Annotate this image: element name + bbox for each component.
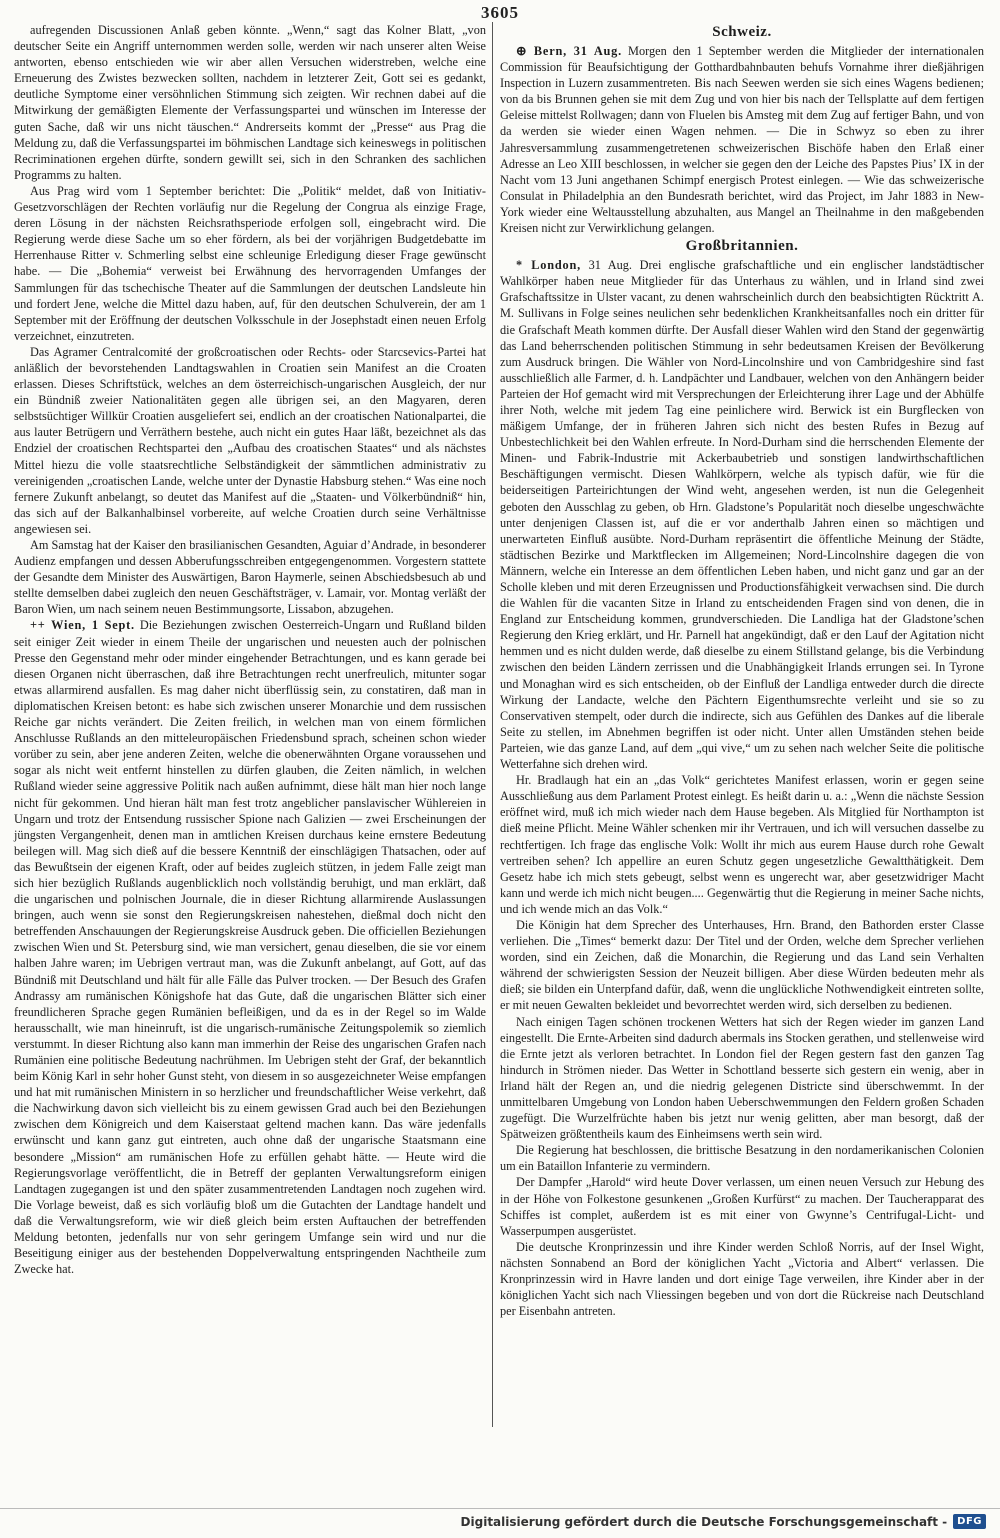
bern-report xyxy=(500,43,984,236)
page-number: 3605 xyxy=(481,3,519,22)
footer-credit: Digitalisierung gefördert durch die Deutsche Forschungsgemeinschaft - xyxy=(460,1514,948,1529)
footer-divider xyxy=(0,1508,1000,1509)
section-heading-grossbritannien: Großbritannien. xyxy=(685,238,799,255)
london-report xyxy=(500,257,984,772)
article-paragraph: Der Dampfer „Harold“ wird heute Dover verlassen, um einen neuen Versuch zur Hebung des in der Höhe von Folkestone gesunkenen „Großen Kurfürst“ zu machen. Der Taucherapparat des Schiffes ist complet, außerdem ist es mit einer von Gwynne’s Centrifugal-Licht- und Wasserpumpen ausgerüstet. xyxy=(500,1175,984,1238)
bern-body: Morgen den 1 September werden die Mitglieder der internationalen Commission für Beaufsichtigung der Gotthardbahnbauten behufs Vornahme ihrer dießjährigen Inspection in Luzern zusammentreten. Bis nach Seewen werden sie sich eines Wagens bedienen; von da bis Brunnen gehen sie mit dem Zug und von hier bis nach der Tellsplatte auf dem fertigen Geleise mittelst Rollwagen; dann von Fluelen bis Amsteg mit dem Zug auf fertiger Bahn, und von da werden sie wieder einen Wagen nehmen. — Die in Schwyz so eben zu ihrer Jahresversammlung zusammengetretenen schweizerischen Bischöfe haben den Erlaß einer Adresse an Leo XIII beschlossen, in welcher sie gegen den der Leiche des Papstes Pius’ IX in der Nacht vom 13 Juni angethanen Schimpf energisch Protest einlegen. — Wie das schweizerische Consulat in Philadelphia an den Bundesrath berichtet, wird das Project, im Jahr 1883 in New-York wieder eine Weltausstellung abzuhalten, aus Mangel an Theilnahme in den maßgebenden Kreisen nicht zur Verwirklichung gelangen. xyxy=(500,44,984,236)
dfg-logo-icon: DFG xyxy=(953,1514,986,1529)
article-paragraph: Hr. Bradlaugh hat ein an „das Volk“ gerichtetes Manifest erlassen, worin er gegen seine Ausschließung aus dem Parlament Protest einlegt. Es heißt darin u. a.: „Wenn die nächste Session eröffnet wird, muß ich mich wieder nach dem Hause begeben. Als Mitglied für Northampton ist dieß meine Pflicht. Meine Wähler schenken mir ihr Vertrauen, und ich will versuchen dasselbe zu rechtfertigen. Ich frage das englische Volk: Wollt ihr mich aus eurem Hause durch rohe Gewalt vertreiben sehen? Ich appellire an euren Schutz gegen ungesetzliche Gewaltthätigkeit. Dem Gesetz habe ich mich stets gebeugt, selbst wenn es ungerecht war, aber gesetzwidriger Macht kann und werde ich mich nicht beugen.... Gegenwärtig thut die Regierung in meiner Sache nichts, und ich wende mich an das Volk.“ xyxy=(500,773,984,916)
right-column xyxy=(500,22,984,1319)
london-dateline: * London, xyxy=(516,258,581,273)
article-paragraph: Das Agramer Centralcomité der großcroatischen oder Rechts- oder Starcsevics-Partei hat anläßlich der bevorstehenden Landtagswahlen in Croatien sein Manifest an die Croaten erlassen. Dieses Schriftstück, welches an dem österreichisch-ungarischen Ausgleich, der nur ein Bündniß zweier Nationalitäten gegen alle übrigen sei, an den Magyaren, deren selbstsüchtiger Willkür Croatien ausgeliefert sei, endlich an der croatischen Nationalpartei, die aus lauter Betrügern und Verräthern bestehe, auch nicht ein gutes Haar läßt, bezeichnet als das Endziel der croatischen Rechtspartei den „Aufbau des croatischen Staates“ und als nächstes Mittel hiezu die volle staatsrechtliche Selbständigkeit der sämmtlichen administrativ zu vereinigenden „croatischen Lande, welche unter der Dynastie Habsburg stehen.“ Was eine noch fernere Zukunft anbelangt, so deutet das Manifest auf die „Staaten- und Völkerbündniß“ hin, das sich auf der Balkanhalbinsel vorbereite, auf welche Croatien durch seine Verhältnisse angewiesen sei. xyxy=(14,344,486,536)
article-paragraph: Die Königin hat dem Sprecher des Unterhauses, Hrn. Brand, den Bathorden erster Classe verliehen. Die „Times“ bemerkt dazu: Der Titel und der Orden, welche dem Sprecher verliehen worden, sind ein Zeichen, daß die Monarchin, die Regierung und das Land sein Verhalten während der schwierigsten Session der Neuzeit billigen. Aber diese Würden bedeuten mehr als dieß; sie bilden ein Unterpfand dafür, daß, wenn die unglückliche Nothwendigkeit eintreten sollte, er mit neuen Gewalten bekleidet und bevorrechtet werden wird, sich derselben zu bedienen. xyxy=(500,917,984,1013)
article-paragraph: Nach einigen Tagen schönen trockenen Wetters hat sich der Regen wieder im ganzen Land eingestellt. Die Ernte-Arbeiten sind dadurch abermals ins Stocken gerathen, und stellenweise wird die Ernte jetzt als verloren betrachtet. In London fiel der Regen gestern fast den ganzen Tag hindurch in Strömen nieder. Das Wetter in Schottland besserte sich gestern ein wenig, aber in Irland hält der Regen an, und die niedrig gelegenen Districte sind überschwemmt. In der unmittelbaren Umgebung von London haben Ueberschwemmungen den Feldern großen Schaden zugefügt. Die Wurzelfrüchte haben bis jetzt nur wenig gelitten, aber man besorgt, daß der Spätweizen größtentheils kaum des Einheimsens werth sein wird. xyxy=(500,1014,984,1142)
wien-dateline: ++ Wien, 1 Sept. xyxy=(30,618,135,633)
article-paragraph: aufregenden Discussionen Anlaß geben könnte. „Wenn,“ sagt das Kolner Blatt, „von deutscher Seite ein Angriff unternommen werden solle, werden wir nach unserer alten Weise antworten, ebenso entschieden wie wir aber allen Versuchen widerstreben, welche eine Erneuerung des Zwistes bezwecken sollten, nachdem in letzterer Zeit, Gott sei es gedankt, deutliche Symptome einer versöhnlichen Stimmung sich zeigten. Wir rechnen dabei auf die Mitwirkung der gemäßigten Elemente der Verfassungspartei und wünschen im Interesse der guten Sache, daß wir uns nicht täuschen.“ Andrerseits kommt der „Presse“ aus Prag die Meldung zu, daß die Verfassungspartei im böhmischen Landtage sich keineswegs in politischen Recriminationen ergehen dürfte, sondern gewillt sei, sich in den Schranken des sachlichen Programms zu halten. xyxy=(14,23,486,182)
section-heading-schweiz: Schweiz. xyxy=(712,24,772,40)
digitization-footer xyxy=(461,1514,986,1529)
column-divider xyxy=(492,22,493,1427)
left-column xyxy=(14,22,486,1277)
article-paragraph: Aus Prag wird vom 1 September berichtet: Die „Politik“ meldet, daß von Initiativ-Gesetzvorschlägen der Rechten vorläufig nur die Regelung der Congrua als einzige Frage, deren Lösung in der nächsten Reichsrathsperiode erfolgen soll, eingebracht wird. Die Regierung werde diese Sache um so eher fördern, als bei der vorjährigen Budgetdebatte im Herrenhause Ritter v. Schmerling selbst eine schleunige Erledigung dieser Frage gewünscht habe. — Die „Bohemia“ verweist bei Erwähnung des hervorragenden Umfanges der Sammlungen für das tschechische Theater auf die Sammlungen der deutschen Landsleute hin und fordert Jene, welche die Mittel dazu haben, auf, für den deutschen Schulverein, der am 1 September mit der Eröffnung der deutschen Volksschule in der Josephstadt einen neuen Erfolg verzeichnet, einzutreten. xyxy=(14,183,486,343)
article-paragraph: Die Regierung hat beschlossen, die brittische Besatzung in den nordamerikanischen Colonien um ein Bataillon Infanterie zu vermindern. xyxy=(500,1143,984,1174)
article-paragraph: Die deutsche Kronprinzessin und ihre Kinder werden Schloß Norris, auf der Insel Wight, nächsten Sonnabend an Bord der königlichen Yacht „Victoria and Albert“ verlassen. Die Kronprinzessin wird in Havre landen und dort einige Tage verweilen, ihre Kinder aber in der königlichen Yacht sich nach Vliessingen begeben und von dort die Rückreise nach Deutschland per Eisenbahn antreten. xyxy=(500,1239,984,1319)
wien-report xyxy=(14,617,486,1277)
article-paragraph: Am Samstag hat der Kaiser den brasilianischen Gesandten, Aguiar d’Andrade, in besonderer Audienz empfangen und dessen Abberufungsschreiben entgegengenommen. Vorgestern stattete der Gesandte dem Minister des Auswärtigen, Baron Haymerle, seinen Abschiedsbesuch ab und stellte demselben dabei zugleich den neuen Geschäftsträger, v. Lamair, vor. Montag verläßt der Baron Wien, um nach seinem neuen Bestimmungsorte, Lissabon, abzugehen. xyxy=(14,538,486,617)
london-body: Drei englische grafschaftliche und ein englischer landstädtischer Wahlkörper haben neue Mitglieder für das Unterhaus zu wählen, und in Irland sind zwei Grafschaftssitze in Ulster vacant, zu denen wahrscheinlich durch den beabsichtigten Rücktritt A. M. Sullivans in Folge seines neulichen sehr bedenklichen Krankheitsanfalles noch ein dritter für die Grafschaft Meath kommen dürfte. Der Ausfall dieser Wahlen wird den Stand der gegenwärtig das Land beherrschenden politischen Stimmung in sehr bedeutsamen Kreisen der Bevölkerung zum Ausdruck bringen. Die Wähler von Nord-Lincolnshire und von Cambridgeshire sind fast ausschließlich alle Farmer, d. h. Landpächter und Landbauer, welchen von den Anhängern beider Parteien der Hof gemacht wird mit Versprechungen der Erleichterung ihrer Lage und der Abhülfe ihrer Noth, welche mit jedem Tag eine peinlichere wird. Berwick ist ein Burgflecken von mäßigem Umfange, der in früheren Jahren sich nicht des besten Rufes in Bezug auf Unbestechlichkeit bei den Wahlen erfreute. In Nord-Durham sind die herrschenden Elemente der Minen- und Fabrik-Industrie mit Ackerbaubetrieb und sonstigen landwirthschaftlichen Beschäftigungen vermischt. Diesen Wahlkörpern, welche als typisch dafür, wie für die beiderseitigen Parteirichtungen der Wind weht, angesehen werden, ist nun die Gelegenheit geboten den Ausschlag zu geben, ob Hrn. Gladstone’s Popularität noch dieselbe ungeschwächte unter denjenigen Classen ist, auf die er vor anderthalb Jahren einen so mächtigen und unerwarteten Einfluß ausübte. Nord-Durham repräsentirt die öffentliche Meinung der Städte, städtischen Bezirke und Marktflecken im Allgemeinen; Nord-Lincolnshire dagegen die von Männern, welche ein Interesse an dem öffentlichen Leben haben, und nicht ganz und gar an der Scholle kleben und mit deren Erzeugnissen und Productionsfähigkeit verwachsen sind. Die durch die Wahlen für die vacanten Sitze in Irland zu entscheidenden Fragen sind von denen, die in England zur Entscheidung kommen, grundverschieden. Die Landliga hat der Gladstone’schen Regierung den Krieg erklärt, und Hr. Parnell hat angekündigt, daß er den Lauf der Agitation nicht hemmen und es nicht dulden werde, daß dieselbe zu einem Stillstand gelange, bis die Verbindung zwischen den beiden Ländern zerrissen und die Unabhängigkeit Irlands errungen sei. In Tyrone und Monaghan wird es sich entscheiden, ob der Einfluß der Landliga entweder durch die directe Wirkung der Landacte, welche den Pächtern Eigenthumsrechte verleiht und sie so zu Conservativen stempelt, oder durch die indirecte, sich aus Gefühlen des Dankes auf die liberale Seite zu stellen, im Abnehmen begriffen ist oder nicht. Unter allen Umständen stehen beide Parteien, wie das ganze Land, auf dem „qui vive,“ um zu sehen nach welcher Seite die politische Wetterfahne sich drehen wird. xyxy=(500,258,985,772)
wien-body: Die Beziehungen zwischen Oesterreich-Ungarn und Rußland bilden seit einiger Zeit wieder in einem Theile der ungarischen und neuesten auch der polnischen Presse den Gegenstand mehr oder minder eingehender Betrachtungen, und es kann gerade bei diesen Organen nicht überraschen, daß ihre Betrachtungen recht unerfreulich, mitunter sogar etwas allarmirend ausfallen. Es mag daher nicht überflüssig sein, zu constatiren, daß man in diplomatischen Kreisen betont: es habe sich zwischen unserer Monarchie und dem russischen Reiche gar nichts verändert. Die Zeiten freilich, in welchen man von einem förmlichen Anschlusse Rußlands an den mitteleuropäischen Friedensbund sprach, scheinen schon wieder vorüber zu sein, aber jene anderen Zeiten, welche die obenerwähnten Organe voraussehen und sogar als nicht weit entfernt hinstellen zu dürfen glauben, die Zeiten nämlich, in welchen Rußland wieder seine aggressive Politik nach außen aufnimmt, diese hält man hier noch lange nicht für gekommen. Und hieran hält man fest trotz angeblicher panslavischer Wühlereien in Ungarn und trotz der Entsendung russischer Spione nach Galizien — zwei Erscheinungen der jüngsten Vergangenheit, denen man in amtlichen Kreisen durchaus keine ernstere Bedeutung beilegen will. Mag sich dieß auf die bessere Kenntniß der einschlägigen Thatsachen, oder auf das Bewußtsein der eigenen Kraft, oder auf beides zugleich stützen, in jedem Falle zeigt man sich hier bezüglich Rußlands augenblicklich noch vollständig beruhigt, und man erklärt, daß die ungarischen und polnischen Journale, die in dieser Richtung allarmirende Auslassungen bringen, auch wenn sie sonst den Regierungskreisen nahestehen, dießmal doch nicht den betreffenden Anschauungen der Regierungskreise Ausdruck geben. Die officiellen Beziehungen zwischen Wien und St. Petersburg sind, wie man versichert, genau dieselben, die sie vor einem halben Jahre waren; im Uebrigen vertraut man, was die Zukunft anbelangt, auf Gott, auf das Bündniß mit Deutschland und hält für alle Fälle das Pulver trocken. — Der Besuch des Grafen Andrassy am rumänischen Königshofe hat das Gute, daß die ungarischen Blätter sich einer freundlicheren Sprache gegen Rumänien befleißigen, und da es in der Regel so im Walde herausschallt, wie man hineinruft, ist die ungarisch-rumänische Zeitungspolemik so ziemlich verstummt. In dieser Richtung also kann man immerhin der Reise des ungarischen Grafen nach Rumänien eine politische Bedeutung nachrühmen. Im Uebrigen steht der Graf, der bekanntlich beim König Karl in sehr hoher Gunst steht, von diesem in so ausgezeichneter Weise empfangen und hat mit rumänischen Ministern in so herzlicher und freundschaftlicher Weise verkehrt, daß die Nachwirkung davon sich vielleicht bis zu einem gewissen Grad auch bei den Beziehungen zwischen dem Königreich und dem Kaiserstaat geltend machen kann. Das wäre jedenfalls erwünscht und kann ganz gut eintreten, auch ohne daß der ungarische Staatsmann eine besondere „Mission“ am rumänischen Hofe zu erfüllen gehabt hätte. — Heute wird die Regierungsvorlage veröffentlicht, die in Betreff der geplanten Verwaltungsreform einigen Landtagen zugegangen ist und den später zusammentretenden Landtagen noch zugehen wird. Die Vorlage beweist, daß es sich vorläufig bloß um die Gutachten der Landtage handelt und daß die Verwaltungsreform, wie wir dieß gleich beim ersten Auftauchen der betreffenden Meldung betonten, jedenfalls nur von sehr geringem Umfange sein wird und nur die Beseitigung einiger aus der bestehenden Doppelverwaltung entspringenden Nachtheile zum Zwecke hat. xyxy=(14,618,486,1277)
bern-dateline: ⊕ Bern, 31 Aug. xyxy=(516,44,622,58)
london-date: 31 Aug. xyxy=(588,258,632,273)
